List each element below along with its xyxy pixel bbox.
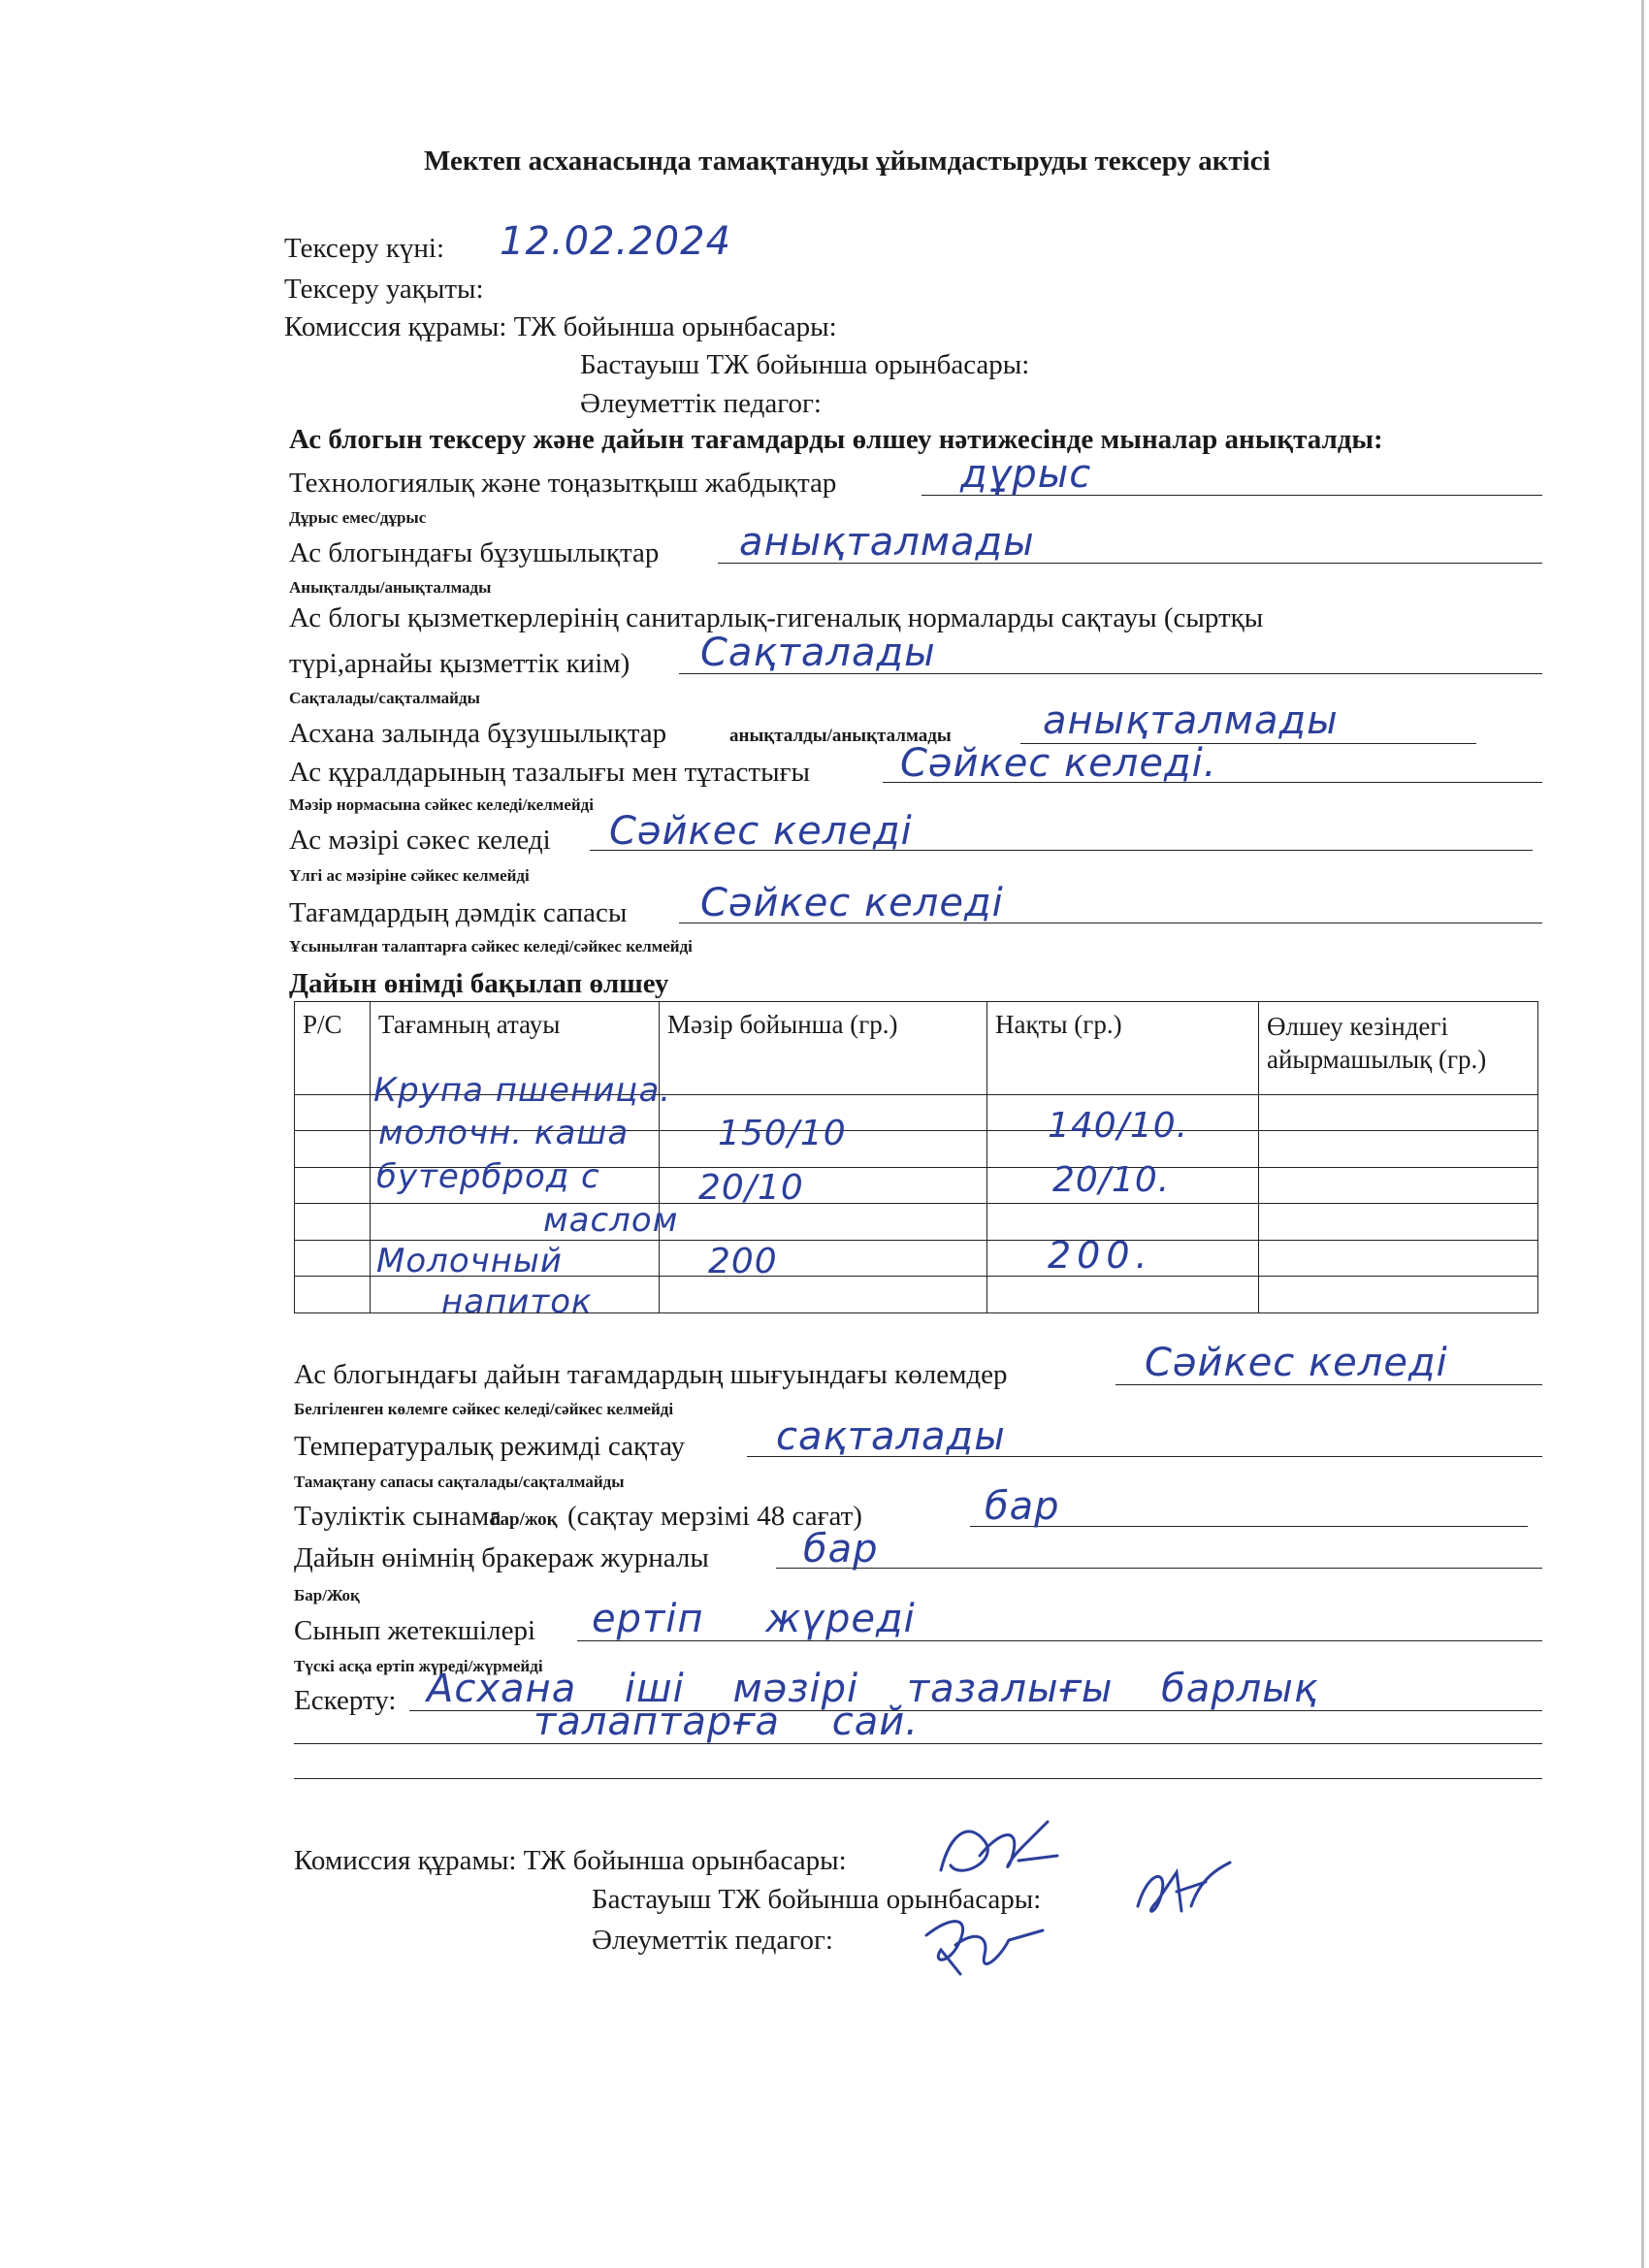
- equipment-label: Технологиялық және тоңазытқыш жабдықтар: [289, 468, 837, 499]
- daily-sample-label: Тәуліктік сынама: [294, 1501, 501, 1532]
- class-teachers-label: Сынып жетекшілері: [294, 1615, 536, 1646]
- actual-grams: 200.: [1048, 1234, 1153, 1277]
- utensils-hint: Мәзір нормасына сәйкес келеді/келмейді: [289, 795, 594, 814]
- menu-hint: Үлгі ас мәзіріне сәйкес келмейді: [289, 866, 530, 885]
- temperature-hint: Тамақтану сапасы сақталады/сақталмайды: [294, 1473, 625, 1491]
- dish-name: молочн. каша: [378, 1114, 630, 1152]
- equipment-hint: Дұрыс емес/дұрыс: [289, 508, 427, 527]
- brakerage-value: бар: [803, 1527, 879, 1571]
- temperature-value: сақталады: [776, 1414, 1006, 1459]
- output-hint: Белгіленген көлемге сәйкес келеді/сәйкес келмейді: [294, 1400, 674, 1418]
- menu-grams: 200: [708, 1242, 778, 1281]
- social-teacher-label: Әлеуметтік педагог:: [580, 388, 822, 419]
- sanitary-label-line1: Ас блогы қызметкерлерінің санитарлық-гигеналық нормаларды сақтауы (сыртқы: [289, 602, 1264, 633]
- note-line2: талаптарға сай.: [534, 1700, 919, 1744]
- note-label: Ескерту:: [294, 1685, 397, 1716]
- menu-grams: 150/10: [718, 1114, 847, 1153]
- menu-grams: 20/10: [698, 1168, 804, 1208]
- class-teachers-value: ертіп жүреді: [592, 1597, 916, 1641]
- sign-commission-label: Комиссия құрамы: ТЖ бойынша орынбасары:: [294, 1845, 847, 1876]
- equipment-value: дұрыс: [960, 452, 1092, 497]
- actual-grams: 140/10.: [1048, 1106, 1189, 1146]
- output-label: Ас блогындағы дайын тағамдардың шығуындағы көлемдер: [294, 1359, 1008, 1390]
- dish-name: маслом: [543, 1201, 679, 1240]
- sanitary-hint: Сақталады/сақталмайды: [289, 689, 480, 707]
- dish-name: Крупа пшеница.: [373, 1071, 672, 1110]
- date-label: Тексеру күні:: [284, 233, 445, 264]
- primary-deputy-label: Бастауыш ТЖ бойынша орынбасары:: [580, 349, 1030, 380]
- page-edge-right: [1641, 0, 1644, 2268]
- dish-name: напиток: [441, 1282, 593, 1321]
- signature-commission: [931, 1812, 1077, 1890]
- note-underline-3: [294, 1778, 1542, 1779]
- violations-hint: Анықталды/анықталмады: [289, 578, 492, 597]
- header-cell: Өлшеу кезіндегі айырмашылық (гр.): [1259, 1002, 1538, 1095]
- output-value: Сәйкес келеді: [1145, 1341, 1448, 1385]
- temperature-label: Температуралық режимді сақтау: [294, 1431, 686, 1462]
- hall-violations-value: анықталмады: [1043, 698, 1339, 743]
- findings-heading: Ас блогын тексеру және дайын тағамдарды өлшеу нәтижесінде мыналар анықталды:: [289, 424, 1383, 455]
- taste-value: Сәйкес келеді: [700, 881, 1004, 925]
- menu-label: Ас мәзірі сәкес келеді: [289, 825, 551, 856]
- document-title: Мектеп асханасында тамақтануды ұйымдастыруды тексеру актісі: [424, 146, 1271, 177]
- menu-value: Сәйкес келеді: [609, 809, 913, 854]
- sign-primary-deputy-label: Бастауыш ТЖ бойынша орынбасары:: [592, 1884, 1042, 1915]
- taste-hint: Ұсынылған талаптарға сәйкес келеді/сәйкес келмейді: [289, 937, 693, 956]
- commission-label: Комиссия құрамы: ТЖ бойынша орынбасары:: [284, 311, 837, 342]
- dish-name: Молочный: [376, 1242, 563, 1280]
- signature-primary-deputy: [1123, 1853, 1240, 1926]
- violations-value: анықталмады: [739, 520, 1035, 565]
- brakerage-hint: Бар/Жоқ: [294, 1586, 360, 1604]
- table-row: [295, 1204, 1538, 1241]
- header-cell: Р/С: [295, 1002, 371, 1095]
- taste-label: Тағамдардың дәмдік сапасы: [289, 897, 628, 928]
- daily-sample-retention: (сақтау мерзімі 48 сағат): [567, 1501, 862, 1532]
- class-teachers-hint: Түскі асқа ертіп жүреді/жүрмейді: [294, 1657, 543, 1675]
- hall-violations-hint-inline: анықталды/анықталмады: [729, 726, 952, 746]
- header-cell: Мәзір бойынша (гр.): [660, 1002, 987, 1095]
- brakerage-underline: [776, 1568, 1542, 1569]
- header-cell: Тағамның атауы: [371, 1002, 660, 1095]
- sign-social-teacher-label: Әлеуметтік педагог:: [592, 1925, 833, 1956]
- daily-sample-hint-inline: бар/жоқ: [491, 1509, 558, 1530]
- violations-label: Ас блогындағы бұзушылықтар: [289, 537, 660, 568]
- header-cell: Нақты (гр.): [987, 1002, 1259, 1095]
- dish-name: бутерброд с: [376, 1157, 600, 1196]
- utensils-value: Сәйкес келеді.: [900, 741, 1217, 786]
- actual-grams: 20/10.: [1052, 1160, 1171, 1200]
- date-value: 12.02.2024: [500, 219, 732, 264]
- daily-sample-value: бар: [985, 1484, 1060, 1529]
- note-line1: Асхана іші мәзірі тазалығы барлық: [427, 1667, 1319, 1711]
- sanitary-value: Сақталады: [700, 631, 936, 675]
- sanitary-label-line2: түрі,арнайы қызметтік киім): [289, 648, 630, 679]
- measurement-heading: Дайын өнімді бақылап өлшеу: [289, 968, 669, 999]
- hall-violations-label: Асхана залында бұзушылықтар: [289, 718, 667, 749]
- brakerage-label: Дайын өнімнің бракераж журналы: [294, 1542, 709, 1573]
- utensils-label: Ас құралдарының тазалығы мен тұтастығы: [289, 757, 810, 788]
- time-label: Тексеру уақыты:: [284, 274, 484, 305]
- signature-social-teacher: [912, 1906, 1057, 1984]
